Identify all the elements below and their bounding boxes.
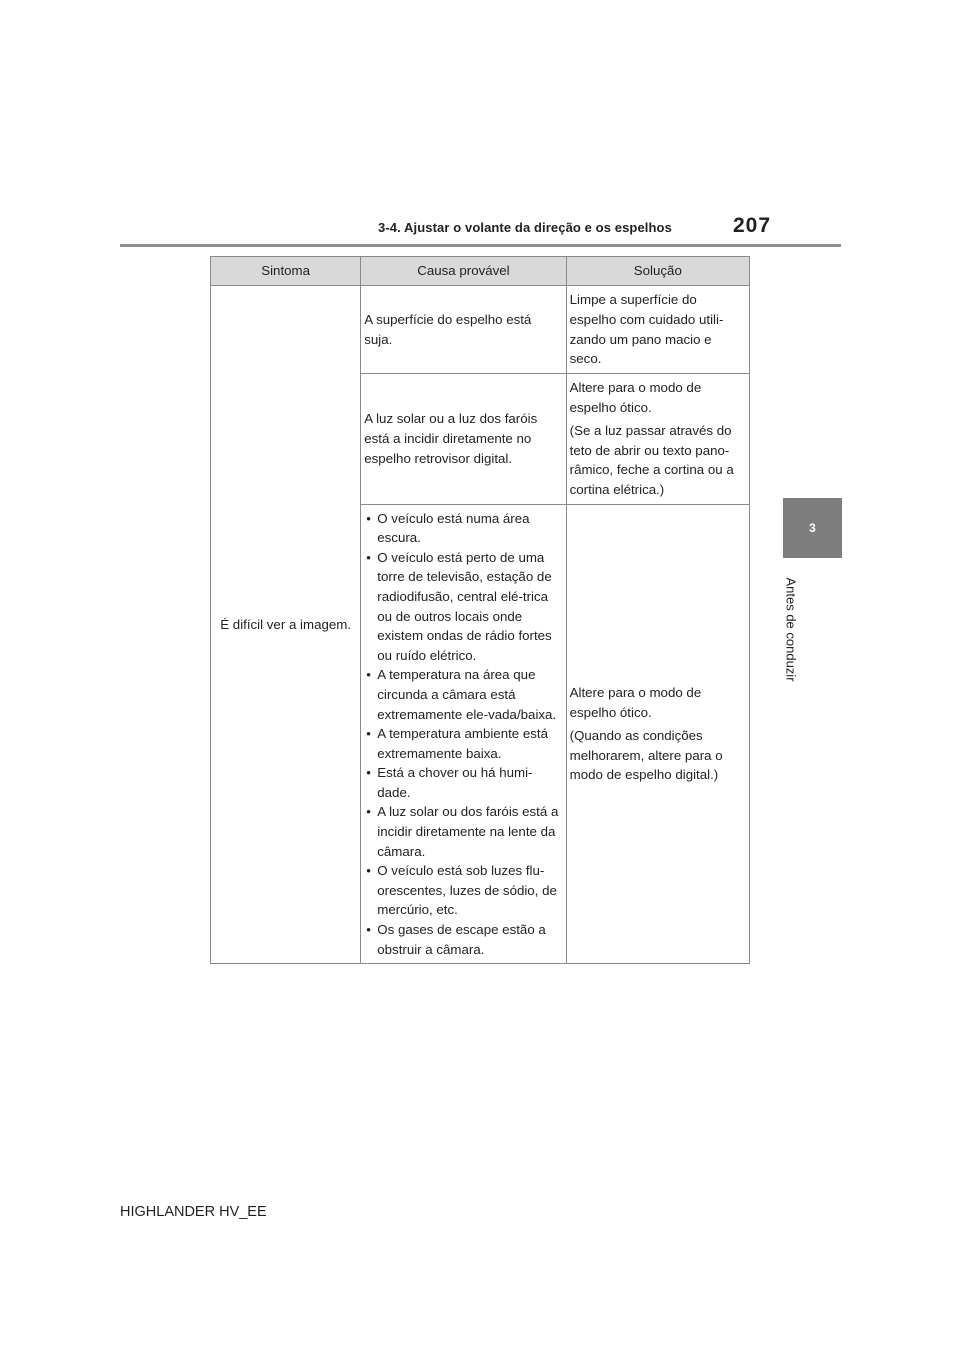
header-divider <box>120 244 841 247</box>
cause-cell: A superfície do espelho está suja. <box>361 286 566 374</box>
chapter-label-container <box>776 564 806 694</box>
list-item: • O veículo está sob luzes flu-orescentes, luzes de sódio, de mercúrio, etc. <box>364 861 562 920</box>
table-header-row <box>211 257 750 286</box>
header-symptom: Sintoma <box>211 257 361 286</box>
solution-text: Altere para o modo de espelho ótico. <box>569 380 702 415</box>
page-number: 207 <box>733 214 772 237</box>
symptom-cell: É difícil ver a imagem. <box>211 286 361 964</box>
solution-cell <box>566 286 749 374</box>
list-item: • A temperatura ambiente está extremamente baixa. <box>364 724 562 763</box>
list-item: • O veículo está numa área escura. <box>364 509 562 548</box>
solution-note: (Se a luz passar através do teto de abrir ou texto pano-râmico, feche a cortina ou a cortina elétrica.) <box>569 423 734 497</box>
troubleshooting-table <box>210 256 750 964</box>
solution-cell <box>566 504 749 964</box>
section-title: 3-4. Ajustar o volante da direção e os espelhos <box>378 220 672 235</box>
cause-cell <box>361 504 566 964</box>
footer-model: HIGHLANDER HV_EE <box>120 1204 267 1220</box>
list-item: • Os gases de escape estão a obstruir a câmara. <box>364 920 562 959</box>
header-solution: Solução <box>566 257 749 286</box>
list-item: • A luz solar ou dos faróis está a incidir diretamente na lente da câmara. <box>364 802 562 861</box>
list-item: • Está a chover ou há humi-dade. <box>364 763 562 802</box>
solution-note: (Quando as condições melhorarem, altere para o modo de espelho digital.) <box>569 728 723 783</box>
table-row <box>211 286 750 374</box>
cause-cell: A luz solar ou a luz dos faróis está a incidir diretamente no espelho retrovisor digital. <box>361 374 566 505</box>
chapter-tab <box>783 498 842 558</box>
chapter-label: Antes de conduzir <box>783 576 799 682</box>
header-cause: Causa provável <box>361 257 566 286</box>
solution-text: Altere para o modo de espelho ótico. <box>569 684 702 720</box>
chapter-number: 3 <box>809 521 816 535</box>
list-item: • O veículo está perto de uma torre de televisão, estação de radiodifusão, central elé-trica ou de outros locais onde existem ondas de rádio fortes ou ruído elétrico. <box>364 548 562 666</box>
solution-cell <box>566 374 749 505</box>
cause-list <box>364 509 562 960</box>
list-item: • A temperatura na área que circunda a câmara está extremamente ele-vada/baixa. <box>364 665 562 724</box>
solution-text: Limpe a superfície do espelho com cuidado utili-zando um pano macio e seco. <box>569 292 724 367</box>
